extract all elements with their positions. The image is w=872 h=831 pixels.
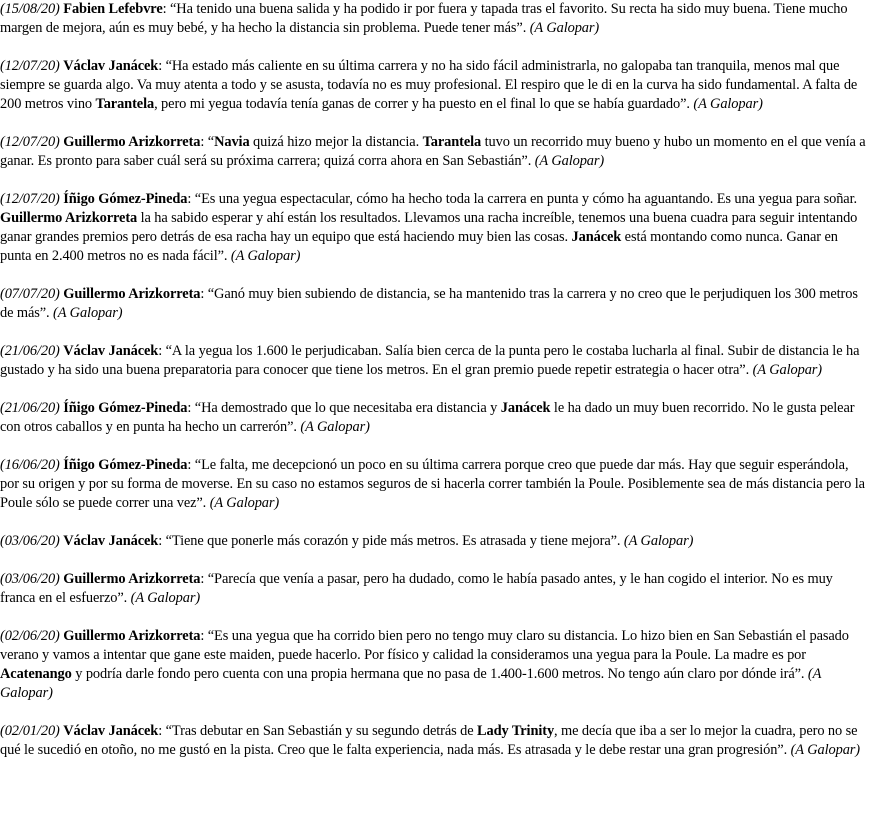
entry-date: (03/06/20)	[0, 533, 60, 549]
entry-source: (A Galopar)	[529, 20, 600, 36]
entry-date: (21/06/20)	[0, 343, 60, 359]
entry-text: está montando como nunca. Ganar en punta en 2.400 metros no es nada fácil”.	[0, 229, 838, 264]
entry-text: : “Ganó muy bien subiendo de distancia, se ha mantenido tras la carrera y no creo que le perjudiquen los 300 metros de más”.	[0, 286, 858, 321]
quote-entry	[0, 190, 870, 266]
quote-entry	[0, 570, 870, 608]
entry-bold-name: Lady Trinity	[477, 723, 555, 739]
entry-date: (12/07/20)	[0, 58, 60, 74]
entry-text: : “Le falta, me decepcionó un poco en su última carrera porque creo que puede dar más. Hay que seguir esperándola, por su origen y por su forma de moverse. En su caso no estamos seguros de si hacerla correr también la Poule. Posiblemente sea de más distancia pero la Poule sólo se puede correr una vez”.	[0, 457, 865, 511]
entry-text: quizá hizo mejor la distancia.	[249, 134, 423, 150]
entry-source: (A Galopar)	[0, 666, 822, 701]
entry-speaker: Íñigo Gómez-Pineda	[63, 400, 188, 416]
entry-date: (12/07/20)	[0, 134, 60, 150]
entry-speaker: Václav Janácek	[63, 343, 159, 359]
entry-speaker: Íñigo Gómez-Pineda	[63, 191, 188, 207]
entry-source: (A Galopar)	[209, 495, 280, 511]
entry-date: (07/07/20)	[0, 286, 60, 302]
entry-text: , me decía que iba a ser lo mejor la cuadra, pero no se qué le sucedió en otoño, no me gustó en la pista. Creo que le falta experiencia, nada más. Es atrasada y le debe restar una gran progresión”.	[0, 723, 858, 758]
entry-text: : “Es una yegua espectacular, cómo ha hecho toda la carrera en punta y cómo ha aguantando. Es una yegua para soñar.	[187, 191, 857, 207]
entry-text: : “Tras debutar en San Sebastián y su segundo detrás de	[158, 723, 477, 739]
quote-entry	[0, 722, 870, 760]
entry-bold-name: Navia	[214, 134, 250, 150]
quote-entry	[0, 627, 870, 703]
entry-date: (21/06/20)	[0, 400, 60, 416]
entry-speaker: Václav Janácek	[63, 533, 159, 549]
entry-date: (02/06/20)	[0, 628, 60, 644]
entry-source: (A Galopar)	[230, 248, 301, 264]
entry-speaker: Guillermo Arizkorreta	[63, 286, 201, 302]
entry-text: la ha sabido esperar y ahí están los resultados. Llevamos una racha increíble, tenemos una buena cuadra para seguir intentando ganar grandes premios pero detrás de esa racha hay un equipo que está haciendo muy bien las cosas.	[0, 210, 858, 245]
quote-entry	[0, 285, 870, 323]
entry-source: (A Galopar)	[53, 305, 123, 321]
entry-text: : “A la yegua los 1.600 le perjudicaban. Salía bien cerca de la punta pero le costaba lucharla al final. Subir de distancia le ha gustado y ha sido una buena preparatoria para conocer que tiene los metros. En el gran premio puede repetir estrategia o hacer otra”.	[0, 343, 860, 378]
quote-entry	[0, 0, 870, 38]
entry-text: le ha dado un muy buen recorrido. No le gusta pelear con otros caballos y en punta ha hecho un carrerón”.	[0, 400, 855, 435]
entry-source: (A Galopar)	[693, 96, 763, 112]
entry-text: tuvo un recorrido muy bueno y hubo un momento en el que venía a ganar. Es pronto para saber cuál será su próxima carrera; quizá corra ahora en San Sebastián”.	[0, 134, 866, 169]
entry-speaker: Guillermo Arizkorreta	[63, 628, 201, 644]
entry-date: (02/01/20)	[0, 723, 60, 739]
entry-date: (12/07/20)	[0, 191, 60, 207]
entry-source: (A Galopar)	[534, 153, 605, 169]
entry-text: : “Es una yegua que ha corrido bien pero no tengo muy claro su distancia. Lo hizo bien en San Sebastián el pasado verano y vamos a intentar que gane este maiden, puede hacerlo. Por físico y calidad la consideramos una yegua para la Poule. La madre es por	[0, 628, 849, 663]
entry-text: y podría darle fondo pero cuenta con una propia hermana que no pasa de 1.400-1.600 metros. No tengo aún claro por dónde irá”.	[71, 666, 808, 682]
entry-text: : “	[200, 134, 215, 150]
entry-bold-name: Guillermo Arizkorreta	[0, 210, 138, 226]
entry-speaker: Fabien Lefebvre	[63, 1, 163, 17]
entry-speaker: Íñigo Gómez-Pineda	[63, 457, 188, 473]
entry-text: : “Parecía que venía a pasar, pero ha dudado, como le había pasado antes, y le han cogido el interior. No es muy franca en el esfuerzo”.	[0, 571, 833, 606]
quote-entry	[0, 57, 870, 114]
quote-entry	[0, 456, 870, 513]
entry-bold-name: Tarantela	[422, 134, 482, 150]
entry-text: : “Ha estado más caliente en su última carrera y no ha sido fácil administrarla, no galopaba tan tranquila, menos mal que siempre se guarda algo. Va muy atenta a todo y se asusta, todavía no es muy profesional. El respiro que le di en la curva ha sido fundamental. A falta de 200 metros vino	[0, 58, 858, 112]
entry-speaker: Václav Janácek	[63, 723, 159, 739]
entry-source: (A Galopar)	[623, 533, 694, 549]
entry-source: (A Galopar)	[130, 590, 201, 606]
entry-text: : “Tiene que ponerle más corazón y pide más metros. Es atrasada y tiene mejora”.	[158, 533, 624, 549]
entry-text: , pero mi yegua todavía tenía ganas de correr y ha puesto en el final lo que se había guardado”.	[154, 96, 694, 112]
entry-text: : “Ha tenido una buena salida y ha podido ir por fuera y tapada tras el favorito. Su recta ha sido muy buena. Tiene mucho margen de mejora, aún es muy bebé, y ha hecho la distancia sin problema. Puede tener más”.	[0, 1, 848, 36]
quote-entry	[0, 133, 870, 171]
entry-speaker: Guillermo Arizkorreta	[63, 134, 201, 150]
entry-speaker: Guillermo Arizkorreta	[63, 571, 201, 587]
entry-text: : “Ha demostrado que lo que necesitaba era distancia y	[187, 400, 501, 416]
entry-source: (A Galopar)	[790, 742, 860, 758]
quote-entry	[0, 342, 870, 380]
entry-source: (A Galopar)	[300, 419, 370, 435]
entry-bold-name: Acatenango	[0, 666, 72, 682]
quote-entry	[0, 399, 870, 437]
entry-bold-name: Janácek	[571, 229, 622, 245]
entry-date: (16/06/20)	[0, 457, 60, 473]
entry-bold-name: Tarantela	[95, 96, 155, 112]
quote-entry	[0, 532, 870, 551]
entry-speaker: Václav Janácek	[63, 58, 159, 74]
entry-date: (03/06/20)	[0, 571, 60, 587]
entry-date: (15/08/20)	[0, 1, 60, 17]
entry-bold-name: Janácek	[500, 400, 551, 416]
entry-source: (A Galopar)	[752, 362, 822, 378]
